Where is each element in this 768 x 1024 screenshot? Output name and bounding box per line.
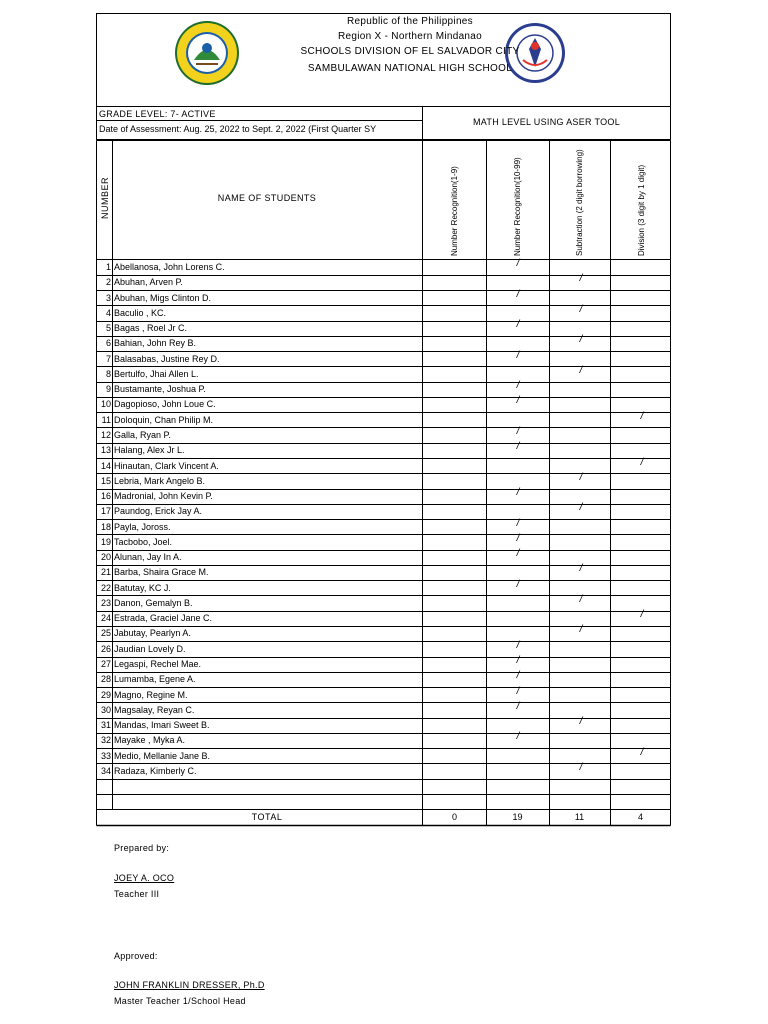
- check-mark: /: [516, 731, 520, 743]
- row-number: 12: [100, 429, 111, 440]
- student-name: Madronial, John Kevin P.: [114, 491, 213, 502]
- check-mark: /: [516, 639, 520, 651]
- row-number: 28: [100, 674, 111, 685]
- student-name: Abuhan, Arven P.: [114, 277, 183, 288]
- row-number: 23: [100, 597, 111, 608]
- student-name: Mayake , Myka A.: [114, 735, 186, 746]
- student-name: Abuhan, Migs Clinton D.: [114, 292, 212, 303]
- row-number: 25: [100, 628, 111, 639]
- row-number: 34: [100, 765, 111, 776]
- row-number: 4: [105, 307, 111, 318]
- header-line-3: SCHOOLS DIVISION OF EL SALVADOR CITY: [300, 46, 520, 57]
- row-number: 21: [100, 567, 111, 578]
- check-mark: /: [579, 303, 583, 315]
- total-number-recognition-10-99: 19: [512, 812, 523, 822]
- grade-level-label: GRADE LEVEL: 7- ACTIVE: [99, 109, 216, 119]
- row-number: 19: [100, 536, 111, 547]
- row-number: 1: [105, 262, 111, 272]
- col-header-number-recognition-10-99: Number Recognition(10-99): [513, 157, 522, 256]
- check-mark: /: [640, 410, 644, 422]
- row-number: 14: [100, 460, 111, 471]
- prepared-by-title: Teacher III: [114, 889, 160, 899]
- header-line-2: Region X - Northern Mindanao: [337, 31, 483, 42]
- student-name: Halang, Alex Jr L.: [114, 445, 185, 456]
- check-mark: /: [516, 548, 520, 560]
- check-mark: /: [579, 563, 583, 575]
- row-number: 9: [105, 384, 111, 395]
- check-mark: /: [640, 609, 644, 621]
- check-mark: /: [516, 288, 520, 300]
- check-mark: /: [516, 487, 520, 499]
- check-mark: /: [640, 746, 644, 758]
- check-mark: /: [516, 441, 520, 453]
- check-mark: /: [516, 380, 520, 392]
- number-column-header: NUMBER: [100, 176, 110, 219]
- approved-label: Approved:: [114, 951, 158, 961]
- math-level-title: MATH LEVEL USING ASER TOOL: [472, 117, 620, 127]
- check-mark: /: [516, 395, 520, 407]
- total-label: TOTAL: [251, 812, 283, 822]
- total-subtraction: 11: [574, 812, 585, 822]
- student-name: Baculio , KC.: [114, 307, 167, 318]
- student-name: Legaspi, Rechel Mae.: [114, 659, 202, 670]
- header-line-1: Republic of the Philippines: [347, 16, 473, 27]
- row-number: 7: [105, 353, 111, 364]
- row-number: 32: [100, 735, 111, 746]
- assessment-date-label: Date of Assessment: Aug. 25, 2022 to Sept. 2, 2022 (First Quarter SY: [99, 124, 377, 134]
- row-number: 33: [100, 750, 111, 761]
- row-number: 31: [100, 720, 111, 731]
- check-mark: /: [579, 716, 583, 728]
- check-mark: /: [516, 700, 520, 712]
- student-name: Bahian, John Rey B.: [114, 338, 197, 349]
- check-mark: /: [516, 349, 520, 361]
- row-number: 13: [100, 445, 111, 456]
- student-name: Tacbobo, Joel.: [114, 536, 173, 547]
- approved-title: Master Teacher 1/School Head: [114, 996, 246, 1006]
- name-column-header: NAME OF STUDENTS: [217, 193, 317, 203]
- row-number: 27: [100, 659, 111, 670]
- row-number: 8: [105, 368, 111, 379]
- row-number: 26: [100, 643, 111, 654]
- check-mark: /: [640, 456, 644, 468]
- row-number: 18: [100, 521, 111, 532]
- student-name: Bagas , Roel Jr C.: [114, 323, 188, 334]
- check-mark: /: [579, 624, 583, 636]
- col-header-number-recognition-1-9: Number Recognition(1-9): [450, 166, 459, 256]
- row-number: 11: [101, 414, 111, 425]
- row-number: 30: [100, 704, 111, 715]
- student-name: Magsalay, Reyan C.: [114, 704, 195, 715]
- check-mark: /: [516, 532, 520, 544]
- row-number: 5: [105, 323, 111, 334]
- row-number: 22: [100, 582, 111, 593]
- student-name: Lumamba, Egene A.: [114, 674, 196, 685]
- prepared-by-name: JOEY A. OCO: [114, 873, 175, 883]
- check-mark: /: [516, 655, 520, 667]
- approved-name: JOHN FRANKLIN DRESSER, Ph.D: [114, 980, 265, 990]
- student-name: Batutay, KC J.: [114, 582, 171, 593]
- check-mark: /: [516, 670, 520, 682]
- row-number: 15: [100, 475, 111, 486]
- row-number: 6: [105, 338, 111, 349]
- check-mark: /: [579, 273, 583, 285]
- student-name: Mandas, Imari Sweet B.: [114, 720, 210, 731]
- student-name: Jabutay, Pearlyn A.: [114, 628, 191, 639]
- check-mark: /: [516, 319, 520, 331]
- col-header-subtraction: Subtraction (2 digit borrowing): [575, 149, 584, 256]
- student-name: Magno, Regine M.: [114, 689, 188, 700]
- row-number: 3: [105, 292, 111, 303]
- row-number: 16: [100, 491, 111, 502]
- student-name: Lebria, Mark Angelo B.: [114, 475, 206, 486]
- check-mark: /: [579, 502, 583, 514]
- student-name: Medio, Mellanie Jane B.: [114, 750, 211, 761]
- row-number: 20: [100, 552, 111, 563]
- student-name: Jaudian Lovely D.: [114, 643, 186, 654]
- student-name: Galla, Ryan P.: [114, 429, 171, 440]
- student-name: Payla, Joross.: [114, 521, 171, 532]
- check-mark: /: [516, 578, 520, 590]
- student-name: Barba, Shaira Grace M.: [114, 567, 209, 578]
- check-mark: /: [516, 517, 520, 529]
- total-number-recognition-1-9: 0: [451, 812, 457, 822]
- row-number: 24: [100, 613, 111, 624]
- row-number: 10: [100, 399, 111, 410]
- check-mark: /: [579, 761, 583, 773]
- student-name: Radaza, Kimberly C.: [114, 765, 197, 776]
- check-mark: /: [579, 471, 583, 483]
- student-name: Bustamante, Joshua P.: [114, 384, 206, 395]
- row-number: 29: [100, 689, 111, 700]
- check-mark: /: [579, 364, 583, 376]
- row-number: 2: [105, 277, 111, 288]
- student-name: Balasabas, Justine Rey D.: [114, 353, 220, 364]
- check-mark: /: [579, 334, 583, 346]
- total-division: 4: [637, 812, 643, 822]
- student-name: Doloquin, Chan Philip M.: [114, 414, 214, 425]
- check-mark: /: [516, 425, 520, 437]
- row-number: 17: [100, 506, 111, 517]
- student-name: Bertulfo, Jhai Allen L.: [114, 368, 199, 379]
- student-name: Danon, Gemalyn B.: [114, 597, 193, 608]
- header-line-4: SAMBULAWAN NATIONAL HIGH SCHOOL: [307, 63, 513, 74]
- prepared-by-label: Prepared by:: [114, 843, 170, 853]
- student-name: Estrada, Graciel Jane C.: [114, 613, 213, 624]
- check-mark: /: [579, 593, 583, 605]
- student-name: Alunan, Jay In A.: [114, 552, 182, 563]
- col-header-division: Division (3 digit by 1 digit): [637, 164, 646, 256]
- student-name: Abellanosa, John Lorens C.: [114, 262, 225, 272]
- student-name: Dagopioso, John Loue C.: [114, 399, 216, 410]
- student-name: Paundog, Erick Jay A.: [114, 506, 203, 517]
- check-mark: /: [516, 685, 520, 697]
- student-name: Hinautan, Clark Vincent A.: [114, 460, 219, 471]
- check-mark: /: [516, 258, 520, 269]
